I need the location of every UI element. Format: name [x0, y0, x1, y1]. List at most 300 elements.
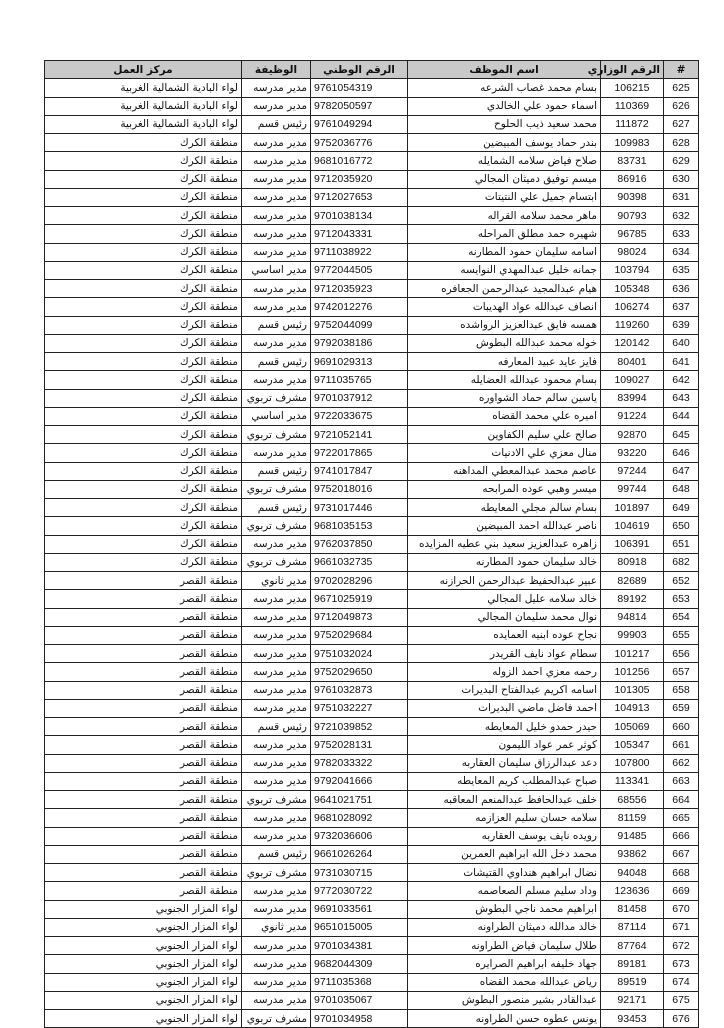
cell-job: مدير مدرسه	[242, 754, 311, 772]
cell-num: 661	[664, 736, 699, 754]
cell-ministry-no: 109983	[601, 134, 664, 152]
cell-num: 646	[664, 444, 699, 462]
cell-work-location: منطقة الكرك	[45, 444, 242, 462]
cell-employee-name: رياض عبدالله محمد القضاه	[408, 973, 601, 991]
cell-job: رئيس قسم	[242, 845, 311, 863]
cell-ministry-no: 94048	[601, 864, 664, 882]
cell-num: 662	[664, 754, 699, 772]
cell-num: 660	[664, 718, 699, 736]
table-row	[45, 170, 699, 188]
cell-national-no: 9671025919	[311, 590, 408, 608]
cell-employee-name: شهيره حمد مطلق المراحله	[408, 225, 601, 243]
cell-ministry-no: 97244	[601, 462, 664, 480]
header-work-location: مركز العمل	[45, 61, 242, 79]
cell-num: 663	[664, 772, 699, 790]
cell-ministry-no: 91224	[601, 407, 664, 425]
table-row	[45, 353, 699, 371]
cell-work-location: منطقة القصر	[45, 809, 242, 827]
cell-ministry-no: 101256	[601, 663, 664, 681]
cell-num: 634	[664, 243, 699, 261]
cell-job: رئيس قسم	[242, 462, 311, 480]
cell-work-location: منطقة القصر	[45, 827, 242, 845]
table-row	[45, 134, 699, 152]
cell-work-location: لواء البادية الشمالية الغربية	[45, 97, 242, 115]
cell-job: مشرف تربوي	[242, 1010, 311, 1028]
cell-job: مدير مدرسه	[242, 973, 311, 991]
table-row	[45, 809, 699, 827]
cell-work-location: منطقة القصر	[45, 772, 242, 790]
cell-num: 652	[664, 572, 699, 590]
cell-work-location: منطقة الكرك	[45, 353, 242, 371]
cell-work-location: منطقة القصر	[45, 718, 242, 736]
cell-national-no: 9721052141	[311, 426, 408, 444]
cell-employee-name: نوال محمد سليمان المجالي	[408, 608, 601, 626]
cell-job: مدير مدرسه	[242, 681, 311, 699]
cell-job: مدير مدرسه	[242, 188, 311, 206]
cell-job: مشرف تربوي	[242, 389, 311, 407]
cell-employee-name: سطام عواد نايف القريدر	[408, 645, 601, 663]
cell-employee-name: خالد مدالله دميثان الطراونه	[408, 918, 601, 936]
table-row	[45, 827, 699, 845]
table-header-row	[45, 61, 699, 79]
cell-national-no: 9701038134	[311, 207, 408, 225]
cell-job: مدير اساسي	[242, 407, 311, 425]
cell-national-no: 9732036606	[311, 827, 408, 845]
cell-ministry-no: 101217	[601, 645, 664, 663]
cell-job: مشرف تربوي	[242, 517, 311, 535]
cell-employee-name: صباح عبدالمطلب كريم المعايطه	[408, 772, 601, 790]
cell-work-location: منطقة القصر	[45, 699, 242, 717]
cell-ministry-no: 68556	[601, 791, 664, 809]
cell-num: 633	[664, 225, 699, 243]
cell-national-no: 9752028131	[311, 736, 408, 754]
cell-job: مدير مدرسه	[242, 444, 311, 462]
table-row	[45, 389, 699, 407]
cell-national-no: 9752029684	[311, 626, 408, 644]
cell-num: 657	[664, 663, 699, 681]
cell-employee-name: دعد عبدالرزاق سليمان العقاربه	[408, 754, 601, 772]
cell-work-location: منطقة الكرك	[45, 261, 242, 279]
cell-work-location: منطقة الكرك	[45, 371, 242, 389]
cell-ministry-no: 87114	[601, 918, 664, 936]
table-row	[45, 207, 699, 225]
cell-work-location: منطقة الكرك	[45, 334, 242, 352]
cell-ministry-no: 113341	[601, 772, 664, 790]
cell-employee-name: ياسين سالم حماد الشواوره	[408, 389, 601, 407]
cell-employee-name: احمد فاضل ماضي البديرات	[408, 699, 601, 717]
cell-ministry-no: 80401	[601, 353, 664, 371]
cell-num: 628	[664, 134, 699, 152]
cell-job: مدير مدرسه	[242, 882, 311, 900]
cell-work-location: لواء المزار الجنوبي	[45, 991, 242, 1009]
cell-job: مدير مدرسه	[242, 937, 311, 955]
cell-employee-name: زاهره عبدالعزيز سعيد بني عطيه المزايده	[408, 535, 601, 553]
cell-num: 625	[664, 79, 699, 97]
cell-num: 629	[664, 152, 699, 170]
cell-employee-name: كوثر عمر عواد الليمون	[408, 736, 601, 754]
cell-ministry-no: 107800	[601, 754, 664, 772]
cell-employee-name: عبير عبدالحفيظ عبدالرحمن الحرازنه	[408, 572, 601, 590]
cell-employee-name: هيام عبدالمجيد عبدالرحمن الجعافره	[408, 280, 601, 298]
cell-job: مدير مدرسه	[242, 79, 311, 97]
header-national-no: الرقم الوطني	[311, 61, 408, 79]
cell-national-no: 9681028092	[311, 809, 408, 827]
cell-work-location: منطقة القصر	[45, 882, 242, 900]
cell-employee-name: فايز عايد عبيد المعارفه	[408, 353, 601, 371]
cell-national-no: 9651015005	[311, 918, 408, 936]
cell-num: 626	[664, 97, 699, 115]
cell-job: مشرف تربوي	[242, 426, 311, 444]
cell-employee-name: منال معزي علي الادنيات	[408, 444, 601, 462]
cell-job: مدير مدرسه	[242, 152, 311, 170]
cell-work-location: لواء البادية الشمالية الغربية	[45, 79, 242, 97]
cell-job: مدير مدرسه	[242, 371, 311, 389]
cell-employee-name: انصاف عبدالله عواد الهديبات	[408, 298, 601, 316]
header-num: #	[664, 61, 699, 79]
cell-num: 664	[664, 791, 699, 809]
cell-job: مدير مدرسه	[242, 97, 311, 115]
cell-job: رئيس قسم	[242, 316, 311, 334]
cell-num: 648	[664, 480, 699, 498]
cell-national-no: 9701034958	[311, 1010, 408, 1028]
cell-employee-name: رحمه معزي احمد الزوله	[408, 663, 601, 681]
cell-work-location: منطقة الكرك	[45, 426, 242, 444]
table-row	[45, 517, 699, 535]
cell-national-no: 9752029650	[311, 663, 408, 681]
table-row	[45, 718, 699, 736]
table-row	[45, 298, 699, 316]
table-row	[45, 772, 699, 790]
cell-job: رئيس قسم	[242, 353, 311, 371]
cell-employee-name: وداد سليم مسلم الصعاصمه	[408, 882, 601, 900]
cell-ministry-no: 93453	[601, 1010, 664, 1028]
cell-work-location: منطقة القصر	[45, 608, 242, 626]
cell-national-no: 9762037850	[311, 535, 408, 553]
cell-job: مدير مدرسه	[242, 243, 311, 261]
cell-national-no: 9761032873	[311, 681, 408, 699]
cell-num: 676	[664, 1010, 699, 1028]
cell-job: مدير ثانوي	[242, 572, 311, 590]
table-row	[45, 626, 699, 644]
cell-employee-name: اسماء حمود علي الخالدي	[408, 97, 601, 115]
cell-job: مدير مدرسه	[242, 535, 311, 553]
cell-num: 667	[664, 845, 699, 863]
cell-national-no: 9691029313	[311, 353, 408, 371]
cell-num: 653	[664, 590, 699, 608]
cell-num: 674	[664, 973, 699, 991]
cell-job: مدير مدرسه	[242, 134, 311, 152]
cell-num: 647	[664, 462, 699, 480]
cell-work-location: منطقة الكرك	[45, 517, 242, 535]
cell-num: 651	[664, 535, 699, 553]
cell-num: 631	[664, 188, 699, 206]
cell-employee-name: سلامه حسان سليم العزازمه	[408, 809, 601, 827]
table-row	[45, 243, 699, 261]
cell-national-no: 9792041666	[311, 772, 408, 790]
cell-employee-name: خالد سليمان حمود المطارنه	[408, 553, 601, 571]
table-row	[45, 188, 699, 206]
cell-national-no: 9661026264	[311, 845, 408, 863]
cell-num: 645	[664, 426, 699, 444]
table-row	[45, 882, 699, 900]
cell-work-location: منطقة الكرك	[45, 553, 242, 571]
cell-job: مدير مدرسه	[242, 827, 311, 845]
table-row	[45, 991, 699, 1009]
cell-employee-name: عاصم محمد عبدالمعطي المداهنه	[408, 462, 601, 480]
cell-work-location: منطقة الكرك	[45, 462, 242, 480]
cell-work-location: منطقة القصر	[45, 791, 242, 809]
cell-num: 627	[664, 115, 699, 133]
cell-national-no: 9701037912	[311, 389, 408, 407]
cell-num: 644	[664, 407, 699, 425]
cell-work-location: منطقة الكرك	[45, 170, 242, 188]
cell-work-location: لواء المزار الجنوبي	[45, 900, 242, 918]
cell-work-location: منطقة الكرك	[45, 134, 242, 152]
table-row	[45, 79, 699, 97]
cell-work-location: لواء المزار الجنوبي	[45, 973, 242, 991]
cell-employee-name: اسامه اكريم عبدالفتاح البديرات	[408, 681, 601, 699]
cell-num: 640	[664, 334, 699, 352]
cell-national-no: 9711038922	[311, 243, 408, 261]
cell-national-no: 9712035923	[311, 280, 408, 298]
cell-num: 632	[664, 207, 699, 225]
cell-ministry-no: 89181	[601, 955, 664, 973]
cell-ministry-no: 105348	[601, 280, 664, 298]
cell-national-no: 9782033322	[311, 754, 408, 772]
cell-national-no: 9722017865	[311, 444, 408, 462]
table-row	[45, 535, 699, 553]
cell-ministry-no: 92171	[601, 991, 664, 1009]
cell-employee-name: بندر حماد يوسف المبيضين	[408, 134, 601, 152]
cell-work-location: منطقة القصر	[45, 572, 242, 590]
cell-ministry-no: 99744	[601, 480, 664, 498]
cell-ministry-no: 80918	[601, 553, 664, 571]
table-row	[45, 152, 699, 170]
cell-employee-name: جمانه خليل عبدالمهدي النوايسه	[408, 261, 601, 279]
cell-work-location: لواء المزار الجنوبي	[45, 1010, 242, 1028]
cell-work-location: منطقة الكرك	[45, 280, 242, 298]
cell-work-location: منطقة القصر	[45, 626, 242, 644]
cell-ministry-no: 91485	[601, 827, 664, 845]
document-sheet	[44, 60, 699, 1028]
cell-num: 641	[664, 353, 699, 371]
cell-num: 665	[664, 809, 699, 827]
cell-job: مدير مدرسه	[242, 900, 311, 918]
cell-national-no: 9792038186	[311, 334, 408, 352]
cell-national-no: 9742012276	[311, 298, 408, 316]
cell-job: مدير ثانوي	[242, 918, 311, 936]
cell-work-location: منطقة الكرك	[45, 188, 242, 206]
cell-ministry-no: 105347	[601, 736, 664, 754]
cell-national-no: 9712043331	[311, 225, 408, 243]
cell-job: مدير مدرسه	[242, 590, 311, 608]
cell-work-location: منطقة الكرك	[45, 243, 242, 261]
cell-ministry-no: 101305	[601, 681, 664, 699]
cell-ministry-no: 120142	[601, 334, 664, 352]
cell-job: مدير مدرسه	[242, 626, 311, 644]
cell-num: 630	[664, 170, 699, 188]
cell-job: مدير مدرسه	[242, 772, 311, 790]
cell-national-no: 9712027653	[311, 188, 408, 206]
cell-job: مدير مدرسه	[242, 608, 311, 626]
table-row	[45, 590, 699, 608]
cell-num: 670	[664, 900, 699, 918]
cell-job: مدير مدرسه	[242, 207, 311, 225]
cell-employee-name: محمد دخل الله ابراهيم العمرين	[408, 845, 601, 863]
cell-ministry-no: 99903	[601, 626, 664, 644]
cell-national-no: 9731030715	[311, 864, 408, 882]
cell-employee-name: ماهر محمد سلامه القراله	[408, 207, 601, 225]
cell-national-no: 9641021751	[311, 791, 408, 809]
cell-num: 673	[664, 955, 699, 973]
cell-national-no: 9712049873	[311, 608, 408, 626]
cell-ministry-no: 111872	[601, 115, 664, 133]
table-row	[45, 918, 699, 936]
cell-job: مدير مدرسه	[242, 170, 311, 188]
table-row	[45, 681, 699, 699]
cell-national-no: 9681016772	[311, 152, 408, 170]
cell-national-no: 9701035067	[311, 991, 408, 1009]
cell-job: مدير مدرسه	[242, 991, 311, 1009]
cell-national-no: 9702028296	[311, 572, 408, 590]
cell-work-location: منطقة الكرك	[45, 389, 242, 407]
cell-ministry-no: 105069	[601, 718, 664, 736]
cell-national-no: 9752018016	[311, 480, 408, 498]
cell-ministry-no: 92870	[601, 426, 664, 444]
cell-work-location: لواء المزار الجنوبي	[45, 955, 242, 973]
cell-work-location: منطقة القصر	[45, 590, 242, 608]
cell-ministry-no: 119260	[601, 316, 664, 334]
cell-num: 656	[664, 645, 699, 663]
cell-national-no: 9751032024	[311, 645, 408, 663]
cell-national-no: 9751032227	[311, 699, 408, 717]
cell-employee-name: بسام محمد غصاب الشرعه	[408, 79, 601, 97]
cell-num: 669	[664, 882, 699, 900]
cell-job: رئيس قسم	[242, 115, 311, 133]
cell-job: مشرف تربوي	[242, 791, 311, 809]
cell-ministry-no: 104619	[601, 517, 664, 535]
cell-ministry-no: 86916	[601, 170, 664, 188]
cell-num: 650	[664, 517, 699, 535]
cell-ministry-no: 90793	[601, 207, 664, 225]
cell-ministry-no: 101897	[601, 499, 664, 517]
cell-national-no: 9741017847	[311, 462, 408, 480]
cell-job: مدير مدرسه	[242, 809, 311, 827]
table-row	[45, 261, 699, 279]
cell-employee-name: يونس عطوه حسن الطراونه	[408, 1010, 601, 1028]
cell-job: مدير اساسي	[242, 261, 311, 279]
cell-employee-name: رويده نايف يوسف العقاربه	[408, 827, 601, 845]
cell-employee-name: ميسم توفيق دميثان المجالي	[408, 170, 601, 188]
table-row	[45, 97, 699, 115]
table-row	[45, 316, 699, 334]
cell-job: مشرف تربوي	[242, 864, 311, 882]
cell-employee-name: طلال سليمان فياض الطراونه	[408, 937, 601, 955]
cell-num: 643	[664, 389, 699, 407]
cell-ministry-no: 83994	[601, 389, 664, 407]
cell-employee-name: خلف عبدالحافظ عبدالمنعم المعاقبه	[408, 791, 601, 809]
table-row	[45, 973, 699, 991]
cell-employee-name: جهاد خليفه ابراهيم الصرايره	[408, 955, 601, 973]
cell-num: 642	[664, 371, 699, 389]
cell-work-location: منطقة الكرك	[45, 499, 242, 517]
cell-work-location: منطقة القصر	[45, 864, 242, 882]
cell-employee-name: نجاح عوده ابنيه العمايده	[408, 626, 601, 644]
table-row	[45, 864, 699, 882]
cell-employee-name: صالح علي سليم الكفاوين	[408, 426, 601, 444]
cell-employee-name: خوله محمد عبدالله البطوش	[408, 334, 601, 352]
cell-ministry-no: 90398	[601, 188, 664, 206]
cell-ministry-no: 93862	[601, 845, 664, 863]
cell-job: مشرف تربوي	[242, 480, 311, 498]
cell-num: 654	[664, 608, 699, 626]
staff-table	[44, 60, 699, 1028]
cell-employee-name: اميره علي محمد القضاه	[408, 407, 601, 425]
cell-national-no: 9711035765	[311, 371, 408, 389]
table-row	[45, 462, 699, 480]
table-row	[45, 225, 699, 243]
cell-ministry-no: 82689	[601, 572, 664, 590]
cell-num: 675	[664, 991, 699, 1009]
cell-job: مدير مدرسه	[242, 699, 311, 717]
cell-work-location: منطقة الكرك	[45, 480, 242, 498]
cell-ministry-no: 81159	[601, 809, 664, 827]
cell-num: 659	[664, 699, 699, 717]
cell-national-no: 9761054319	[311, 79, 408, 97]
cell-ministry-no: 104913	[601, 699, 664, 717]
cell-employee-name: حيدر حمدو خليل المعايطه	[408, 718, 601, 736]
cell-ministry-no: 110369	[601, 97, 664, 115]
table-row	[45, 900, 699, 918]
cell-national-no: 9682044309	[311, 955, 408, 973]
table-row	[45, 645, 699, 663]
cell-work-location: منطقة الكرك	[45, 535, 242, 553]
table-row	[45, 115, 699, 133]
cell-ministry-no: 94814	[601, 608, 664, 626]
cell-num: 668	[664, 864, 699, 882]
table-row	[45, 480, 699, 498]
table-row	[45, 334, 699, 352]
cell-ministry-no: 106274	[601, 298, 664, 316]
table-row	[45, 499, 699, 517]
cell-job: مدير مدرسه	[242, 280, 311, 298]
table-row	[45, 699, 699, 717]
cell-ministry-no: 106215	[601, 79, 664, 97]
cell-job: رئيس قسم	[242, 718, 311, 736]
cell-employee-name: ابراهيم محمد ناجي البطوش	[408, 900, 601, 918]
table-row	[45, 955, 699, 973]
cell-national-no: 9752044099	[311, 316, 408, 334]
cell-work-location: منطقة الكرك	[45, 152, 242, 170]
table-row	[45, 937, 699, 955]
cell-national-no: 9761049294	[311, 115, 408, 133]
cell-job: مدير مدرسه	[242, 334, 311, 352]
table-row	[45, 553, 699, 571]
cell-employee-name: اسامه سليمان حمود المطارنه	[408, 243, 601, 261]
cell-ministry-no: 93220	[601, 444, 664, 462]
cell-ministry-no: 98024	[601, 243, 664, 261]
cell-num: 671	[664, 918, 699, 936]
cell-national-no: 9782050597	[311, 97, 408, 115]
table-row	[45, 371, 699, 389]
cell-national-no: 9721039852	[311, 718, 408, 736]
cell-ministry-no: 96785	[601, 225, 664, 243]
cell-work-location: منطقة القصر	[45, 681, 242, 699]
cell-employee-name: عبدالقادر بشير منصور البطوش	[408, 991, 601, 1009]
cell-ministry-no: 103794	[601, 261, 664, 279]
cell-job: مدير مدرسه	[242, 736, 311, 754]
cell-num: 682	[664, 553, 699, 571]
